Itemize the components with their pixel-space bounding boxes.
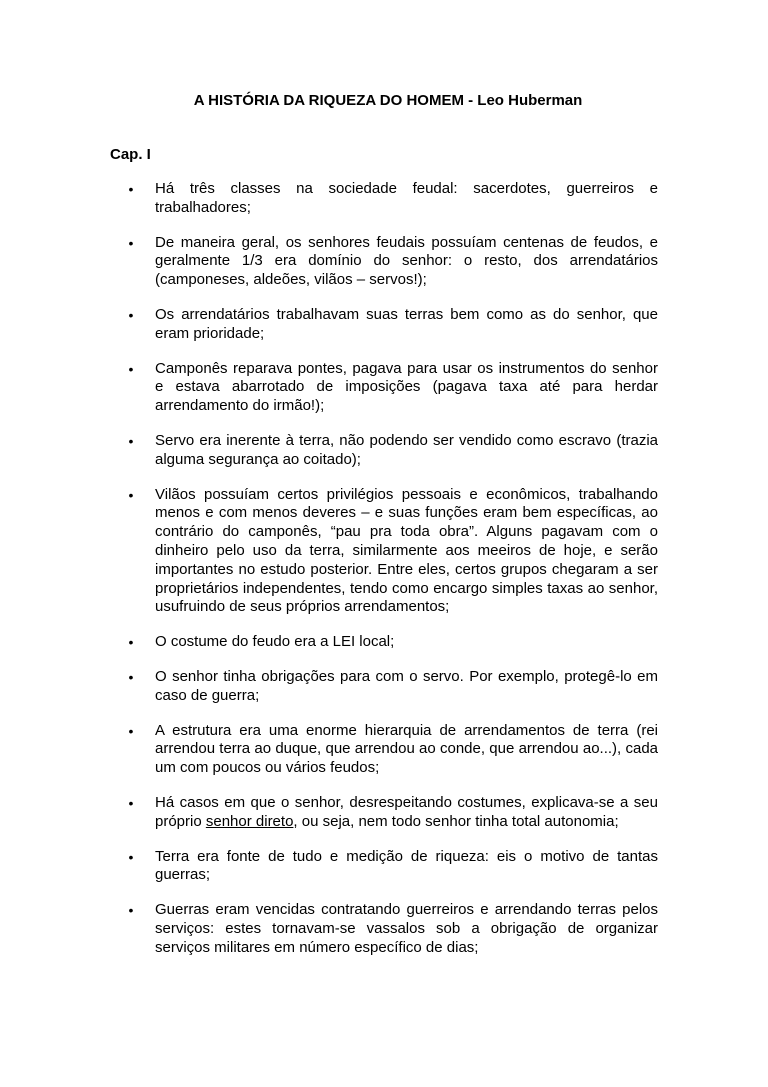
- bullet-icon: •: [128, 902, 134, 919]
- list-item-text: [155, 794, 658, 830]
- bullet-icon: •: [128, 486, 134, 503]
- bullet-icon: •: [128, 360, 134, 377]
- bullet-icon: •: [128, 634, 134, 651]
- underlined-term: senhor direto: [205, 812, 294, 830]
- list-item: [128, 901, 658, 957]
- list-item-text: Terra era fonte de tudo e medição de riqueza: eis o motivo de tantas guerras;: [155, 847, 658, 884]
- list-item-text: De maneira geral, os senhores feudais possuíam centenas de feudos, e geralmente 1/3 era domínio do senhor: o resto, dos arrendatários (camponeses, aldeões, vilãos – servos!);: [155, 233, 658, 289]
- list-item-text-before: Há casos em que o senhor, desrespeitando costumes, explicava-se a seu próprio: [155, 793, 658, 830]
- list-item: [128, 180, 658, 218]
- list-item-text: O senhor tinha obrigações para com o servo. Por exemplo, protegê-lo em caso de guerra;: [155, 667, 658, 704]
- list-item-text: Há três classes na sociedade feudal: sacerdotes, guerreiros e trabalhadores;: [155, 180, 658, 216]
- bullet-icon: •: [128, 306, 134, 323]
- chapter-heading: Cap. I: [110, 146, 151, 163]
- list-item: [128, 633, 658, 652]
- list-item: [128, 233, 658, 290]
- list-item: [128, 667, 658, 706]
- bullet-icon: •: [128, 848, 134, 865]
- list-item: [128, 359, 658, 416]
- list-item: [128, 431, 658, 470]
- bullet-list: [0, 180, 768, 974]
- list-item-text: Camponês reparava pontes, pagava para usar os instrumentos do senhor e estava abarrotado de imposições (pagava taxa até para herdar arrendamento do irmão!);: [155, 359, 658, 415]
- bullet-icon: •: [128, 234, 134, 251]
- list-item: [128, 793, 658, 832]
- list-item-text: Vilãos possuíam certos privilégios pessoais e econômicos, trabalhando menos e com menos deveres – e suas funções eram bem específicas, ao contrário do camponês, “pau pra toda obra”. Alguns pagavam com o dinheiro pelo uso da terra, similarmente aos meeiros de hoje, e serão importantes no estudo posterior. Entre eles, certos grupos chegaram a ser proprietários independentes, tendo como encargo simples taxas ao senhor, usufruindo de seus próprios arrendamentos;: [155, 485, 658, 616]
- bullet-icon: •: [128, 794, 134, 811]
- list-item-text: A estrutura era uma enorme hierarquia de arrendamentos de terra (rei arrendou terra ao duque, que arrendou ao conde, que arrendou ao...), cada um com poucos ou vários feudos;: [155, 721, 658, 777]
- list-item: [128, 485, 658, 618]
- list-item-text: Servo era inerente à terra, não podendo ser vendido como escravo (trazia alguma segurança ao coitado);: [155, 431, 658, 468]
- list-item-text: O costume do feudo era a LEI local;: [155, 633, 395, 651]
- list-item-text: Os arrendatários trabalhavam suas terras bem como as do senhor, que eram prioridade;: [155, 305, 658, 342]
- list-item-text: Guerras eram vencidas contratando guerreiros e arrendando terras pelos serviços: estes tornavam-se vassalos sob a obrigação de organizar serviços militares em número específico de dias;: [155, 901, 658, 956]
- bullet-icon: •: [128, 722, 134, 739]
- bullet-icon: •: [128, 668, 134, 685]
- list-item-text-after: , ou seja, nem todo senhor tinha total autonomia;: [293, 812, 619, 830]
- bullet-icon: •: [128, 181, 134, 197]
- bullet-icon: •: [128, 432, 134, 449]
- list-item: [128, 721, 658, 778]
- document-title: A HISTÓRIA DA RIQUEZA DO HOMEM - Leo Huberman: [193, 92, 583, 109]
- list-item: [128, 847, 658, 886]
- list-item: [128, 305, 658, 344]
